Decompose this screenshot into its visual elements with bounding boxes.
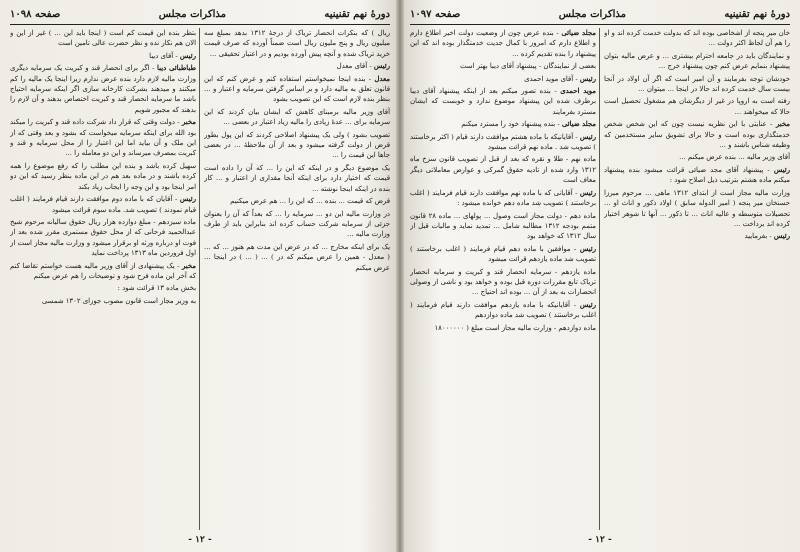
speech-paragraph bbox=[204, 209, 390, 240]
speech-paragraph bbox=[204, 61, 390, 71]
speech-text: آقای وزیر مالیه برمبنای کاهش که ایشان بیان کردند که این سرمایه برای ... عدهٔ زیادی را مالیه زیاد اعتبار در بعضی ... bbox=[204, 107, 390, 127]
speech-paragraph bbox=[410, 154, 596, 185]
speech-text: بعضی از نمایندگان - پیشنهاد آقای دیبا بهتر است bbox=[460, 62, 596, 71]
speech-paragraph bbox=[410, 188, 596, 209]
left-page-number: - ۱۲ - bbox=[188, 535, 212, 545]
speech-paragraph bbox=[604, 231, 790, 241]
speech-text: - بنده تصور میکنم بعد از اینکه پیشنهاد آقای دیبا برطرف شده این پیشنهاد موضوع ندارد و خوبست که ایشان مسترد بفرمایند bbox=[410, 87, 596, 116]
speech-paragraph bbox=[10, 194, 196, 215]
speech-text: - آقای موید احمدی bbox=[524, 74, 578, 83]
speech-text: آقای وزیر مالیه ... بنده عرض میکنم ... bbox=[679, 153, 790, 162]
speech-paragraph bbox=[204, 242, 390, 273]
speaker-name: رئیس bbox=[179, 195, 196, 204]
speech-text: قرض که قیمت ... بنده ... که این را ... هم عرض میکنیم bbox=[230, 197, 390, 206]
speech-paragraph bbox=[10, 261, 196, 282]
speech-paragraph bbox=[10, 63, 196, 115]
speech-paragraph bbox=[410, 211, 596, 242]
speech-text: - آقایانیکه با ماده هشتم موافقت دارند قیام ( اکثر برخاستند ) تصویب شد . ماده نهم قرائت میشود bbox=[410, 132, 596, 152]
speaker-name: رئیس bbox=[579, 132, 596, 141]
right-page-left-column bbox=[410, 28, 596, 530]
speech-text: به وزیر مجاز است قانون مصوب جوزای ۱۳۰۲ شمسی bbox=[41, 296, 196, 305]
speech-text: - عنایتی با این نظریه نیست چون که این شخص شخص خدمتگذاری بوده است و حالا برای تشویق سایر مستخدمین که وظیفه شناس باشند و ... bbox=[604, 120, 790, 150]
speech-text: - آقایانی که با ماده نهم موافقت دارند قیام فرمایند ( اغلب برخاستند ) تصویب شد ماده دهم خوانده میشود : bbox=[410, 188, 596, 208]
speech-paragraph bbox=[10, 161, 196, 192]
speech-paragraph bbox=[410, 28, 596, 59]
speaker-name: موید احمدی bbox=[560, 87, 596, 96]
speech-paragraph bbox=[410, 61, 596, 71]
speech-paragraph bbox=[10, 28, 196, 49]
speaker-name: مخبر bbox=[181, 261, 196, 270]
speech-text: - آقای دیبا bbox=[149, 51, 178, 60]
speech-paragraph bbox=[10, 117, 196, 159]
speech-paragraph bbox=[10, 296, 196, 306]
speaker-name: رئیس bbox=[579, 244, 596, 253]
left-header-session: دورهٔ نهم تقنینیه bbox=[324, 8, 390, 20]
right-page-header bbox=[410, 6, 790, 22]
right-page-columns bbox=[410, 28, 790, 530]
speech-text: - آقایان که با ماده دوم موافقت دارند قیام فرمایند ( اغلب قیام نمودند ) تصویب شد. ماده سوم قرائت میشود bbox=[10, 195, 196, 214]
speaker-name: رئیس bbox=[179, 51, 196, 60]
right-header-page: صفحه ۱۰۹۷ bbox=[410, 8, 461, 20]
left-page-columns bbox=[10, 28, 390, 530]
speech-paragraph bbox=[410, 74, 596, 84]
speech-text: ماده یازدهم - سرمایه انحصار قند و کبریت و سرمایه انحصار تریاک تابع مقررات دوره قبل بوده و خواهد بود و ناشی از وصولی انحصارات به بعد از آن ... بوده اند احتیاج ... bbox=[410, 267, 596, 297]
speech-text: سهیل کرده باشد و بنده این مطلب را که رفع موضوع را همه کرده باشند و در ماده بعد هم در این ماده بنظر رسید که این دو امر اینجا بود و این وجه را ایجاب زیاد بکند bbox=[10, 161, 196, 191]
right-page-right-column bbox=[604, 28, 790, 530]
speech-paragraph bbox=[410, 86, 596, 117]
speech-paragraph bbox=[604, 74, 790, 95]
speech-paragraph bbox=[604, 96, 790, 117]
book-gutter bbox=[396, 0, 404, 552]
speech-text: - اگر برای انحصار قند و کبریت یک سرمایه دیگری وزارت مالیه لازم دارد بنده عرض ندارم زیرا اینجا یک مالیه را کم میکنند و میدهند بشرکت کارخانه سازی اگر اینکه سرمایه احتیاج باشد ما سرمایه انحصار قند و کبریت اختصاص بدهند و آن لازم را بدهند که مجبور شویم bbox=[10, 64, 196, 114]
speech-paragraph bbox=[410, 132, 596, 153]
speech-text: - دولت وقتی که قرار داد شرکت داده قند و کبریت را میکند بود الله برای اینکه سرمایه میخواست که بشود و بعد وقتی که از این ملک و آن بیاید اما این اعتبار را از محل سرمایه و قند و کبریت بمصرف میرساند و این دو معامله را ... bbox=[10, 118, 196, 158]
speech-text: و نمایندگان باید در جامعه احترام بیشتری ... و عرض مالیه بتوان پیشنهاد بنمایم عرض کنم چون پیشنهاد خرج ... bbox=[604, 51, 790, 71]
speech-paragraph bbox=[604, 165, 790, 186]
speaker-name: رئیس bbox=[579, 188, 596, 197]
speech-paragraph bbox=[604, 152, 790, 162]
speech-text: - پیشنهاد آقای مجد ضیائی قرائت میشود بنده پیشنهاد میکنم ماده هشتم بترتیب ذیل اصلاح شود : bbox=[604, 165, 790, 185]
left-header-page: صفحه ۱۰۹۸ bbox=[10, 8, 61, 20]
right-page bbox=[404, 4, 796, 548]
speech-paragraph bbox=[204, 74, 390, 105]
speech-text: تصویب بشود ) ولی یک پیشنهاد اصلاحی کردند که این پول بطور قرض از دولت گرفته میشود و بعد از آن ملاحظهٔ ... در بعضی جاها این قیمت را ... bbox=[204, 130, 390, 160]
speech-paragraph bbox=[204, 163, 390, 194]
speech-text: - بنده اینجا نمیخواستم استفاده کنم و عرض کنم که این قانون تعلق به مالیه دارد و بر اساس گرفتن سرمایه و اعتبار و ... بنظر بنده لازم است که این تصویب بشود bbox=[204, 74, 390, 104]
speaker-name: رئیس bbox=[579, 74, 596, 83]
speech-text: خودشان توجه بفرمایند و آن امیر است که اگر آن اولاد در آنجا بیست سال خدمت کرده اند حالا در اینجا ... میتوان ... bbox=[604, 74, 790, 94]
speaker-name: مجلد ضیائی bbox=[561, 120, 596, 129]
speech-text: - موافقین با ماده دهم قیام فرمایند ( اغلب برخاستند ) تصویب شد ماده یازدهم قرائت میشود bbox=[410, 244, 596, 264]
speech-text: وزارت مالیه مجاز است از ابتدای ۱۳۱۲ ماهی ... مرحوم میرزا حسنخان میر پنجه ( امیر الدوله سابق ) اولاد ذکور و اناث او ... تحصیلات متوسطه و عالیه اناث ... تا ذکور ... آنها تا شوهر اختیار کرده اند برداخت ... bbox=[604, 188, 790, 228]
left-page-header bbox=[10, 6, 390, 22]
speech-text: - یک پیشنهادی از آقای وزیر مالیه هست خواستم تقاضا کنم که آخر این ماده فرح شود و توضیحات را هم عرض میکنم bbox=[10, 261, 196, 280]
speech-paragraph bbox=[10, 283, 196, 293]
speaker-name: رئیس bbox=[773, 165, 790, 174]
speech-paragraph bbox=[204, 130, 390, 161]
speech-text: یک برای اینکه مخارج ... که در عرض این مدت هم هنوز ... که ... ( معدل - همین را عرض میکنم که در ) ... ( ... ) در اینجا ... عرض میکنم bbox=[204, 242, 390, 272]
speaker-name: رئیس bbox=[373, 62, 390, 71]
speech-text: ماده نهم - طلا و نقره که بعد از قبل از تصویب قانون سرخ ماه ۱۳۱۲ وارد شده از تادیه حقوق گمرکی و عوارض معاملاتی دیگر معاف است bbox=[410, 155, 596, 185]
speech-text: - بفرمایید bbox=[744, 232, 772, 241]
speech-paragraph bbox=[204, 196, 390, 206]
speech-text: - بنده عرض چون از وضعیت دولت اخیر اطلاع دارم و اطلاع دارم که امروز با کمال جدیت خدمتگذار بوده اند که این پیشنهاد را بنده تقدیم کرده ... bbox=[410, 29, 596, 58]
speech-paragraph bbox=[410, 300, 596, 321]
speech-paragraph bbox=[10, 217, 196, 259]
speech-text: ماده سیزدهم - مبلغ دوازده هزار ریال حقوق سالیانه مرحوم شیخ عبدالحمید فرحانی که از محل حقوق مستمری مقرر شده بعد از فوت او درباره ورثه او برقرار میشود و وزارت مالیه مجاز است از اول فروردین ماه ۱۳۱۳ پرداخت نماید bbox=[10, 217, 196, 258]
speech-paragraph bbox=[604, 51, 790, 72]
speaker-name: طباطبائی دیبا bbox=[157, 64, 196, 73]
speech-text: یک موضوع دیگر و در اینکه که این را ... که آن را داده است قیمت که اختیار دارد برای اینکه آنجا مقداری از اعتبار و ... کار بنده در اینکه اینجا نوشته ... bbox=[204, 163, 390, 193]
right-header-rule bbox=[410, 24, 790, 25]
speech-text: ماده دهم - دولت مجاز است وصول ... پولهای ... ماده ۲۸ قانون متمم بودجه ۱۳۱۲ مطالبه شامل ... تمدید نماید و مالیات قبل از سال ۱۳۱۲ که خواهد بود bbox=[410, 211, 596, 241]
speech-text: بخش ماده ۱۳ قرائت شود : bbox=[117, 284, 196, 293]
speech-paragraph bbox=[204, 107, 390, 128]
left-page bbox=[4, 4, 396, 548]
right-header-title: مذاکرات مجلس bbox=[558, 8, 626, 20]
right-header-session: دورهٔ نهم تقنینیه bbox=[724, 8, 790, 20]
speech-text: خان میر پنجه از اشخاصی بوده اند که بدولت خدمت کرده اند و او را هم آن لجاظ اکثر دولت ... bbox=[604, 29, 790, 48]
left-page-right-column bbox=[204, 28, 390, 530]
speech-paragraph bbox=[410, 119, 596, 129]
speech-paragraph bbox=[604, 28, 790, 49]
speech-text: ماده دوازدهم - وزارت مالیه مجاز است مبلغ ( ۱۸۰۰۰۰۰۰ bbox=[434, 323, 596, 332]
speech-paragraph bbox=[604, 119, 790, 150]
speech-text: ریال ) که بنکرات انحصار تریاک از درجهٔ ۱۳۱۲ بدهد بمبلغ سه میلیون ریال و پنج ملیون ریال است ضمناً آورده که صرف قیمت خرید تریاک شده و آنچه پیش آورده بودیم و در اعتبار تحقیقی ... bbox=[204, 29, 390, 58]
speaker-name: مخبر bbox=[181, 118, 196, 127]
speech-paragraph bbox=[204, 28, 390, 59]
speech-paragraph bbox=[410, 323, 596, 333]
speech-paragraph bbox=[410, 244, 596, 265]
speech-text: بتظر بنده این قیمت کم است ( اینجا باید این ... ) غیر از این و الان هم نکار نده و نظر حضرت عالی تامین است bbox=[10, 29, 196, 48]
speech-paragraph bbox=[604, 188, 790, 230]
speech-text: رفته است به اروپا در غیر از دیگرشان هم مشغول تحصیل است حالا که میخواهند ... bbox=[604, 97, 790, 116]
speech-text: - آقایانیکه با ماده یازدهم موافقت دارند قیام فرمایند ( اغلب برخاستند ) تصویب شد ماده دوازدهم bbox=[410, 300, 596, 320]
speaker-name: مخبر bbox=[775, 120, 790, 129]
speaker-name: رئیس bbox=[773, 232, 790, 241]
left-header-title: مذاکرات مجلس bbox=[158, 8, 226, 20]
speech-text: - بنده پیشنهاد خود را مسترد میکنم bbox=[461, 120, 560, 129]
right-page-number: - ۱۲ - bbox=[588, 535, 612, 545]
speech-text: - آقای معدل bbox=[336, 62, 372, 71]
speech-paragraph bbox=[10, 51, 196, 61]
left-header-rule bbox=[10, 24, 390, 25]
left-page-left-column bbox=[10, 28, 196, 530]
speech-paragraph bbox=[410, 267, 596, 298]
speech-text: در وزارت مالیه این دو ... سرمایه را ... که بعداً که آن را بعنوان جزئی از سرمایه شرکت حساب کرده اند بنابراین باید از طرف وزارت مالیه ... bbox=[204, 209, 390, 239]
left-column-divider bbox=[199, 28, 200, 530]
speaker-name: مجلد ضیائی bbox=[561, 29, 596, 37]
speaker-name: معدل bbox=[374, 74, 390, 83]
speaker-name: رئیس bbox=[579, 300, 596, 309]
right-column-divider bbox=[599, 28, 600, 530]
